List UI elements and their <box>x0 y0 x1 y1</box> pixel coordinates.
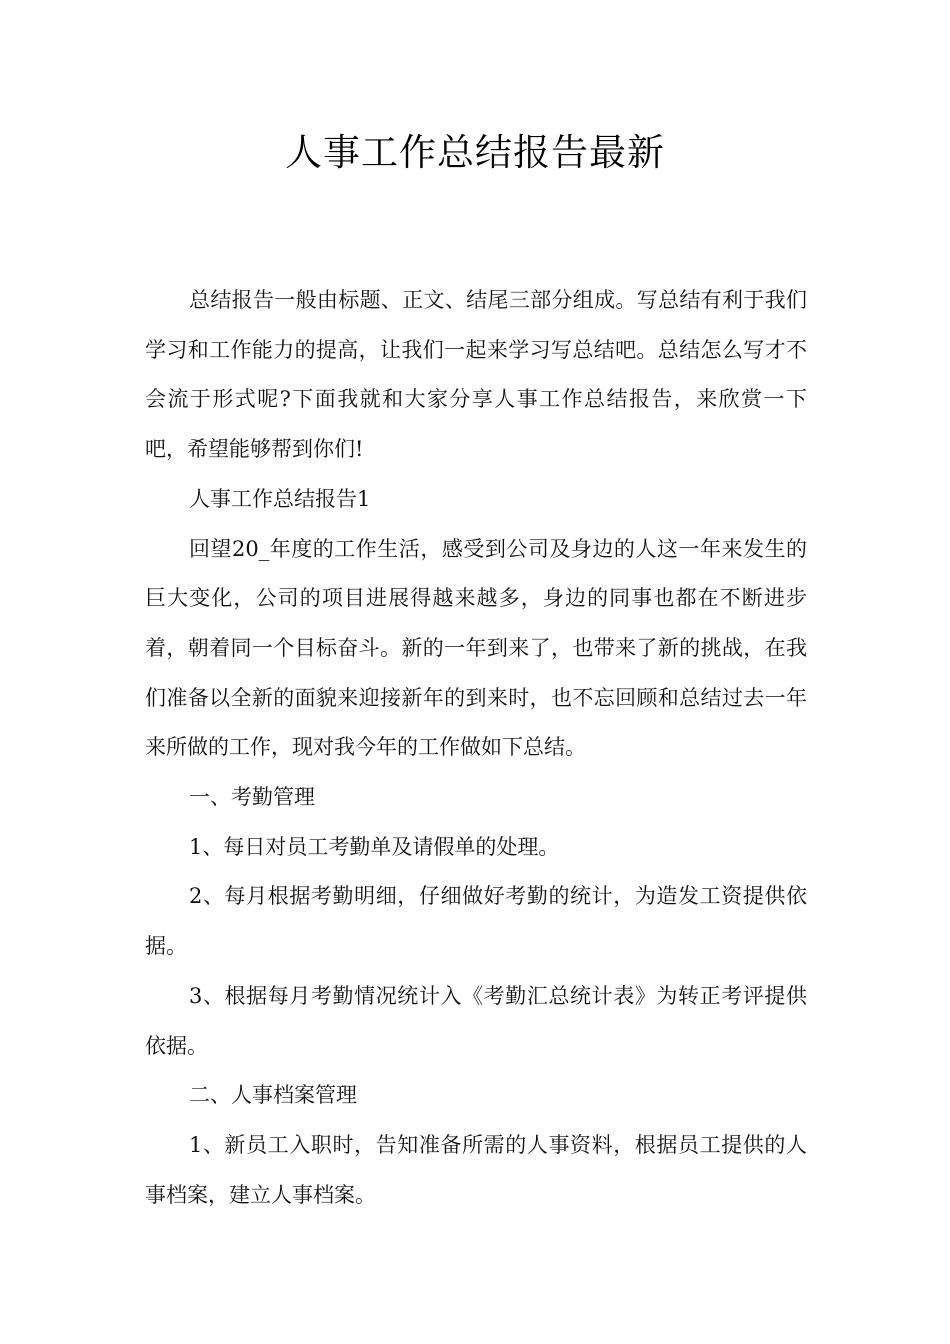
archives-item-1: 1、新员工入职时，告知准备所需的人事资料，根据员工提供的人事档案，建立人事档案。 <box>145 1132 807 1207</box>
review-paragraph: 回望20_年度的工作生活，感受到公司及身边的人这一年来发生的巨大变化，公司的项目进展得越来越多，身边的同事也都在不断进步着，朝着同一个目标奋斗。新的一年到来了，也带来了新的挑战，在我们准备以全新的面貌来迎接新年的到来时，也不忘回顾和总结过去一年来所做的工作，现对我今年的工作做如下总结。 <box>145 536 807 760</box>
document-body <box>145 276 807 1220</box>
attendance-item-2: 2、每月根据考勤明细，仔细做好考勤的统计，为造发工资提供依据。 <box>145 884 807 959</box>
attendance-item-1: 1、每日对员工考勤单及请假单的处理。 <box>189 834 560 859</box>
section-heading-archives: 二、人事档案管理 <box>189 1083 357 1108</box>
intro-paragraph: 总结报告一般由标题、正文、结尾三部分组成。写总结有利于我们学习和工作能力的提高，让我们一起来学习写总结吧。总结怎么写才不会流于形式呢?下面我就和大家分享人事工作总结报告，来欣赏一下吧，希望能够帮到你们! <box>145 288 807 462</box>
attendance-item-3: 3、根据每月考勤情况统计入《考勤汇总统计表》为转正考评提供依据。 <box>145 983 807 1058</box>
document-title: 人事工作总结报告最新 <box>285 131 665 174</box>
report-heading: 人事工作总结报告1 <box>189 486 371 511</box>
section-heading-attendance: 一、考勤管理 <box>189 785 315 810</box>
